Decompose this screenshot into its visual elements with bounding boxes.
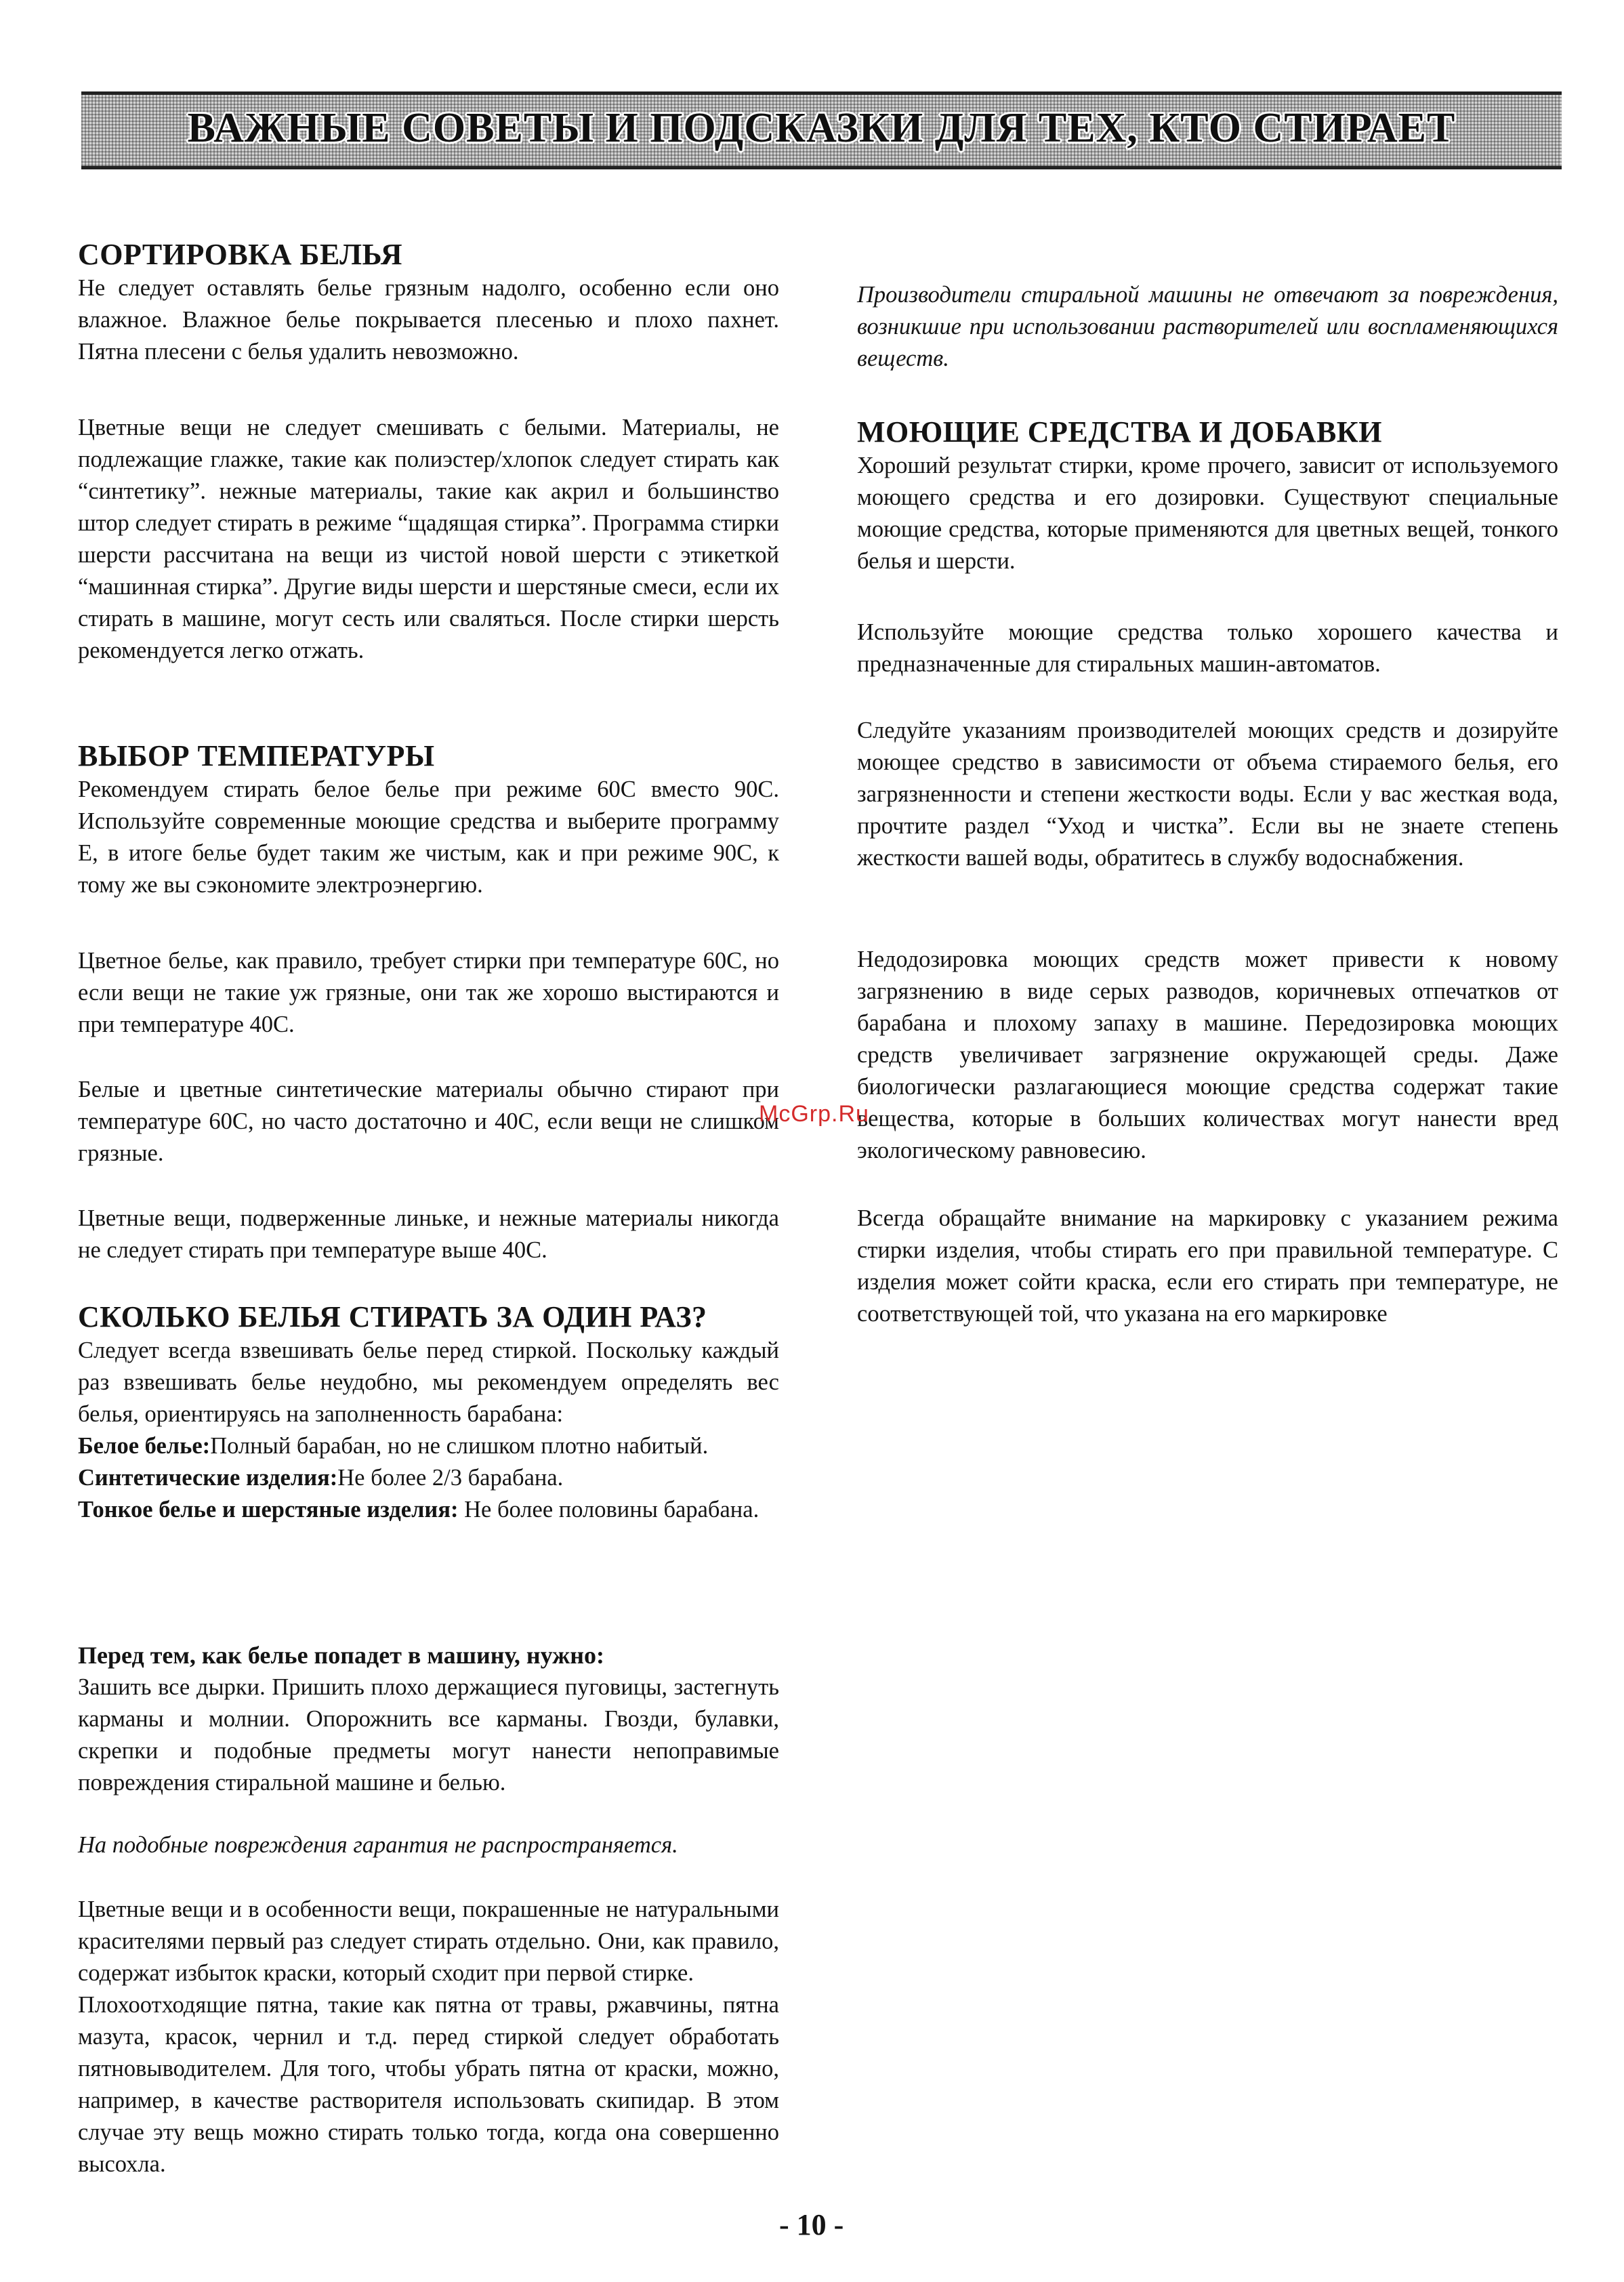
temperature-paragraph-4-block: [78, 1203, 779, 1266]
load-paragraph-1: Следует всегда взвешивать белье перед стиркой. Поскольку каждый раз взвешивать белье неудобно, мы рекомендуем определять вес белья, ориентируясь на заполненность барабана:: [78, 1337, 779, 1427]
heading-load: СКОЛЬКО БЕЛЬЯ СТИРАТЬ ЗА ОДИН РАЗ?: [78, 1300, 707, 1333]
before-subheading: Перед тем, как белье попадет в машину, нужно:: [78, 1642, 605, 1669]
section-detergents: [857, 415, 1558, 577]
sorting-paragraph-2-block: [78, 412, 779, 667]
load-white-text: Полный барабан, но не слишком плотно набитый.: [210, 1433, 709, 1459]
watermark: McGrp.Ru: [759, 1101, 869, 1127]
load-white-label: Белое белье:: [78, 1433, 211, 1459]
before-paragraph-2-block: [78, 1894, 779, 2180]
load-synthetic-label: Синтетические изделия:: [78, 1465, 338, 1491]
before-paragraph-2: Цветные вещи и в особенности вещи, покрашенные не натуральными красителями первый раз следует стирать отдельно. Они, как правило, содержат избыток краски, который сходит при первой стирке.: [78, 1896, 779, 1986]
page-title: ВАЖНЫЕ СОВЕТЫ И ПОДСКАЗКИ ДЛЯ ТЕХ, КТО СТИРАЕТ: [187, 105, 1456, 151]
heading-detergents: МОЮЩИЕ СРЕДСТВА И ДОБАВКИ: [857, 415, 1382, 449]
page-banner: [81, 91, 1562, 169]
detergents-paragraph-3-block: [857, 715, 1558, 874]
sorting-paragraph-2: Цветные вещи не следует смешивать с белыми. Материалы, не подлежащие глажке, такие как полиэстер/хлопок следует стирать как “синтетику”. нежные материалы, такие как акрил и большинство штор следует стирать в режиме “щадящая стирка”. Программа стирки шерсти рассчитана на вещи из чистой новой шерсти с этикеткой “машинная стирка”. Другие виды шерсти и шерстяные смеси, если их стирать в машине, могут сесть или сваляться. После стирки шерсть рекомендуется легко отжать.: [78, 415, 779, 663]
detergents-paragraph-2-block: [857, 617, 1558, 680]
temperature-paragraph-4: Цветные вещи, подверженные линьке, и нежные материалы никогда не следует стирать при температуре выше 40С.: [78, 1205, 779, 1263]
detergents-paragraph-5: Всегда обращайте внимание на маркировку с указанием режима стирки изделия, чтобы стирать его при правильной температуре. С изделия может сойти краска, если его стирать при температуре, не соответствующей той, что указана на его маркировке: [857, 1205, 1558, 1327]
load-wool-text: Не более половины барабана.: [458, 1497, 759, 1522]
detergents-paragraph-1: Хороший результат стирки, кроме прочего, зависит от используемого моющего средства и его дозировки. Существуют специальные моющие средства, которые применяются для цветных вещей, тонкого белья и шерсти.: [857, 453, 1558, 574]
detergents-paragraph-3: Следуйте указаниям производителей моющих средств и дозируйте моющее средство в зависимости от объема стираемого белья, его загрязненности и степени жесткости воды. Если у вас жесткая вода, прочтите раздел “Уход и чистка”. Если вы не знаете степень жесткости вашей воды, обратитесь в службу водоснабжения.: [857, 718, 1558, 871]
temperature-paragraph-1: Рекомендуем стирать белое белье при режиме 60С вместо 90С. Используйте современные моющие средства и выберите программу Е, в итоге белье будет таким же чистым, как и при режиме 90С, к тому же вы сэкономите электроэнергию.: [78, 776, 779, 898]
warranty-note: На подобные повреждения гарантия не распространяется.: [78, 1832, 678, 1858]
detergents-paragraph-4: Недодозировка моющих средств может привести к новому загрязнению в виде серых разводов, коричневых отпечатков от барабана и плохому запаху в машине. Передозировка моющих средств увеличивает загрязнение окружающей среды. Даже биологически разлагающиеся моющие средства содержат такие вещества, которые в больших количествах могут нанести вред экологическому равновесию.: [857, 947, 1558, 1163]
section-temperature: [78, 739, 779, 901]
load-white: [78, 1430, 779, 1462]
page-number: - 10 -: [779, 2208, 844, 2241]
section-sorting: [78, 237, 779, 368]
load-wool-label: Тонкое белье и шерстяные изделия:: [78, 1497, 459, 1522]
heading-temperature: ВЫБОР ТЕМПЕРАТУРЫ: [78, 739, 435, 772]
temperature-paragraph-3-block: [78, 1074, 779, 1169]
before-paragraph-3: Плохоотходящие пятна, такие как пятна от травы, ржавчины, пятна мазута, красок, чернил и т.д. перед стиркой следует обработать пятновыводителем. Для того, чтобы убрать пятна от краски, можно, например, в качестве растворителя использовать скипидар. В этом случае эту вещь можно стирать только тогда, когда она совершенно высохла.: [78, 1992, 779, 2177]
section-before: [78, 1640, 779, 1799]
load-synthetic: [78, 1462, 779, 1494]
detergents-paragraph-2: Используйте моющие средства только хорошего качества и предназначенные для стиральных машин-автоматов.: [857, 619, 1558, 677]
temperature-paragraph-2: Цветное белье, как правило, требует стирки при температуре 60С, но если вещи не такие уж грязные, они так же хорошо выстираются и при температуре 40С.: [78, 948, 779, 1037]
detergents-paragraph-5-block: [857, 1203, 1558, 1330]
warranty-block: [78, 1829, 779, 1861]
temperature-paragraph-3: Белые и цветные синтетические материалы обычно стирают при температуре 60С, но часто достаточно и 40С, если вещи не слишком грязные.: [78, 1077, 779, 1166]
detergents-paragraph-4-block: [857, 944, 1558, 1167]
load-wool: [78, 1494, 779, 1526]
temperature-paragraph-2-block: [78, 945, 779, 1041]
load-synthetic-text: Не более 2/3 барабана.: [337, 1465, 564, 1491]
sorting-paragraph-1: Не следует оставлять белье грязным надолго, особенно если оно влажное. Влажное белье покрывается плесенью и плохо пахнет. Пятна плесени с белья удалить невозможно.: [78, 275, 779, 365]
disclaimer-block: [857, 279, 1558, 375]
heading-sorting: СОРТИРОВКА БЕЛЬЯ: [78, 238, 403, 271]
section-load: [78, 1300, 779, 1526]
before-paragraph-1: Зашить все дырки. Пришить плохо держащиеся пуговицы, застегнуть карманы и молнии. Опорожнить все карманы. Гвозди, булавки, скрепки и подобные предметы могут нанести непоправимые повреждения стиральной машине и белью.: [78, 1674, 779, 1796]
disclaimer: Производители стиральной машины не отвечают за повреждения, возникшие при использовании растворителей или воспламеняющихся веществ.: [857, 282, 1558, 371]
